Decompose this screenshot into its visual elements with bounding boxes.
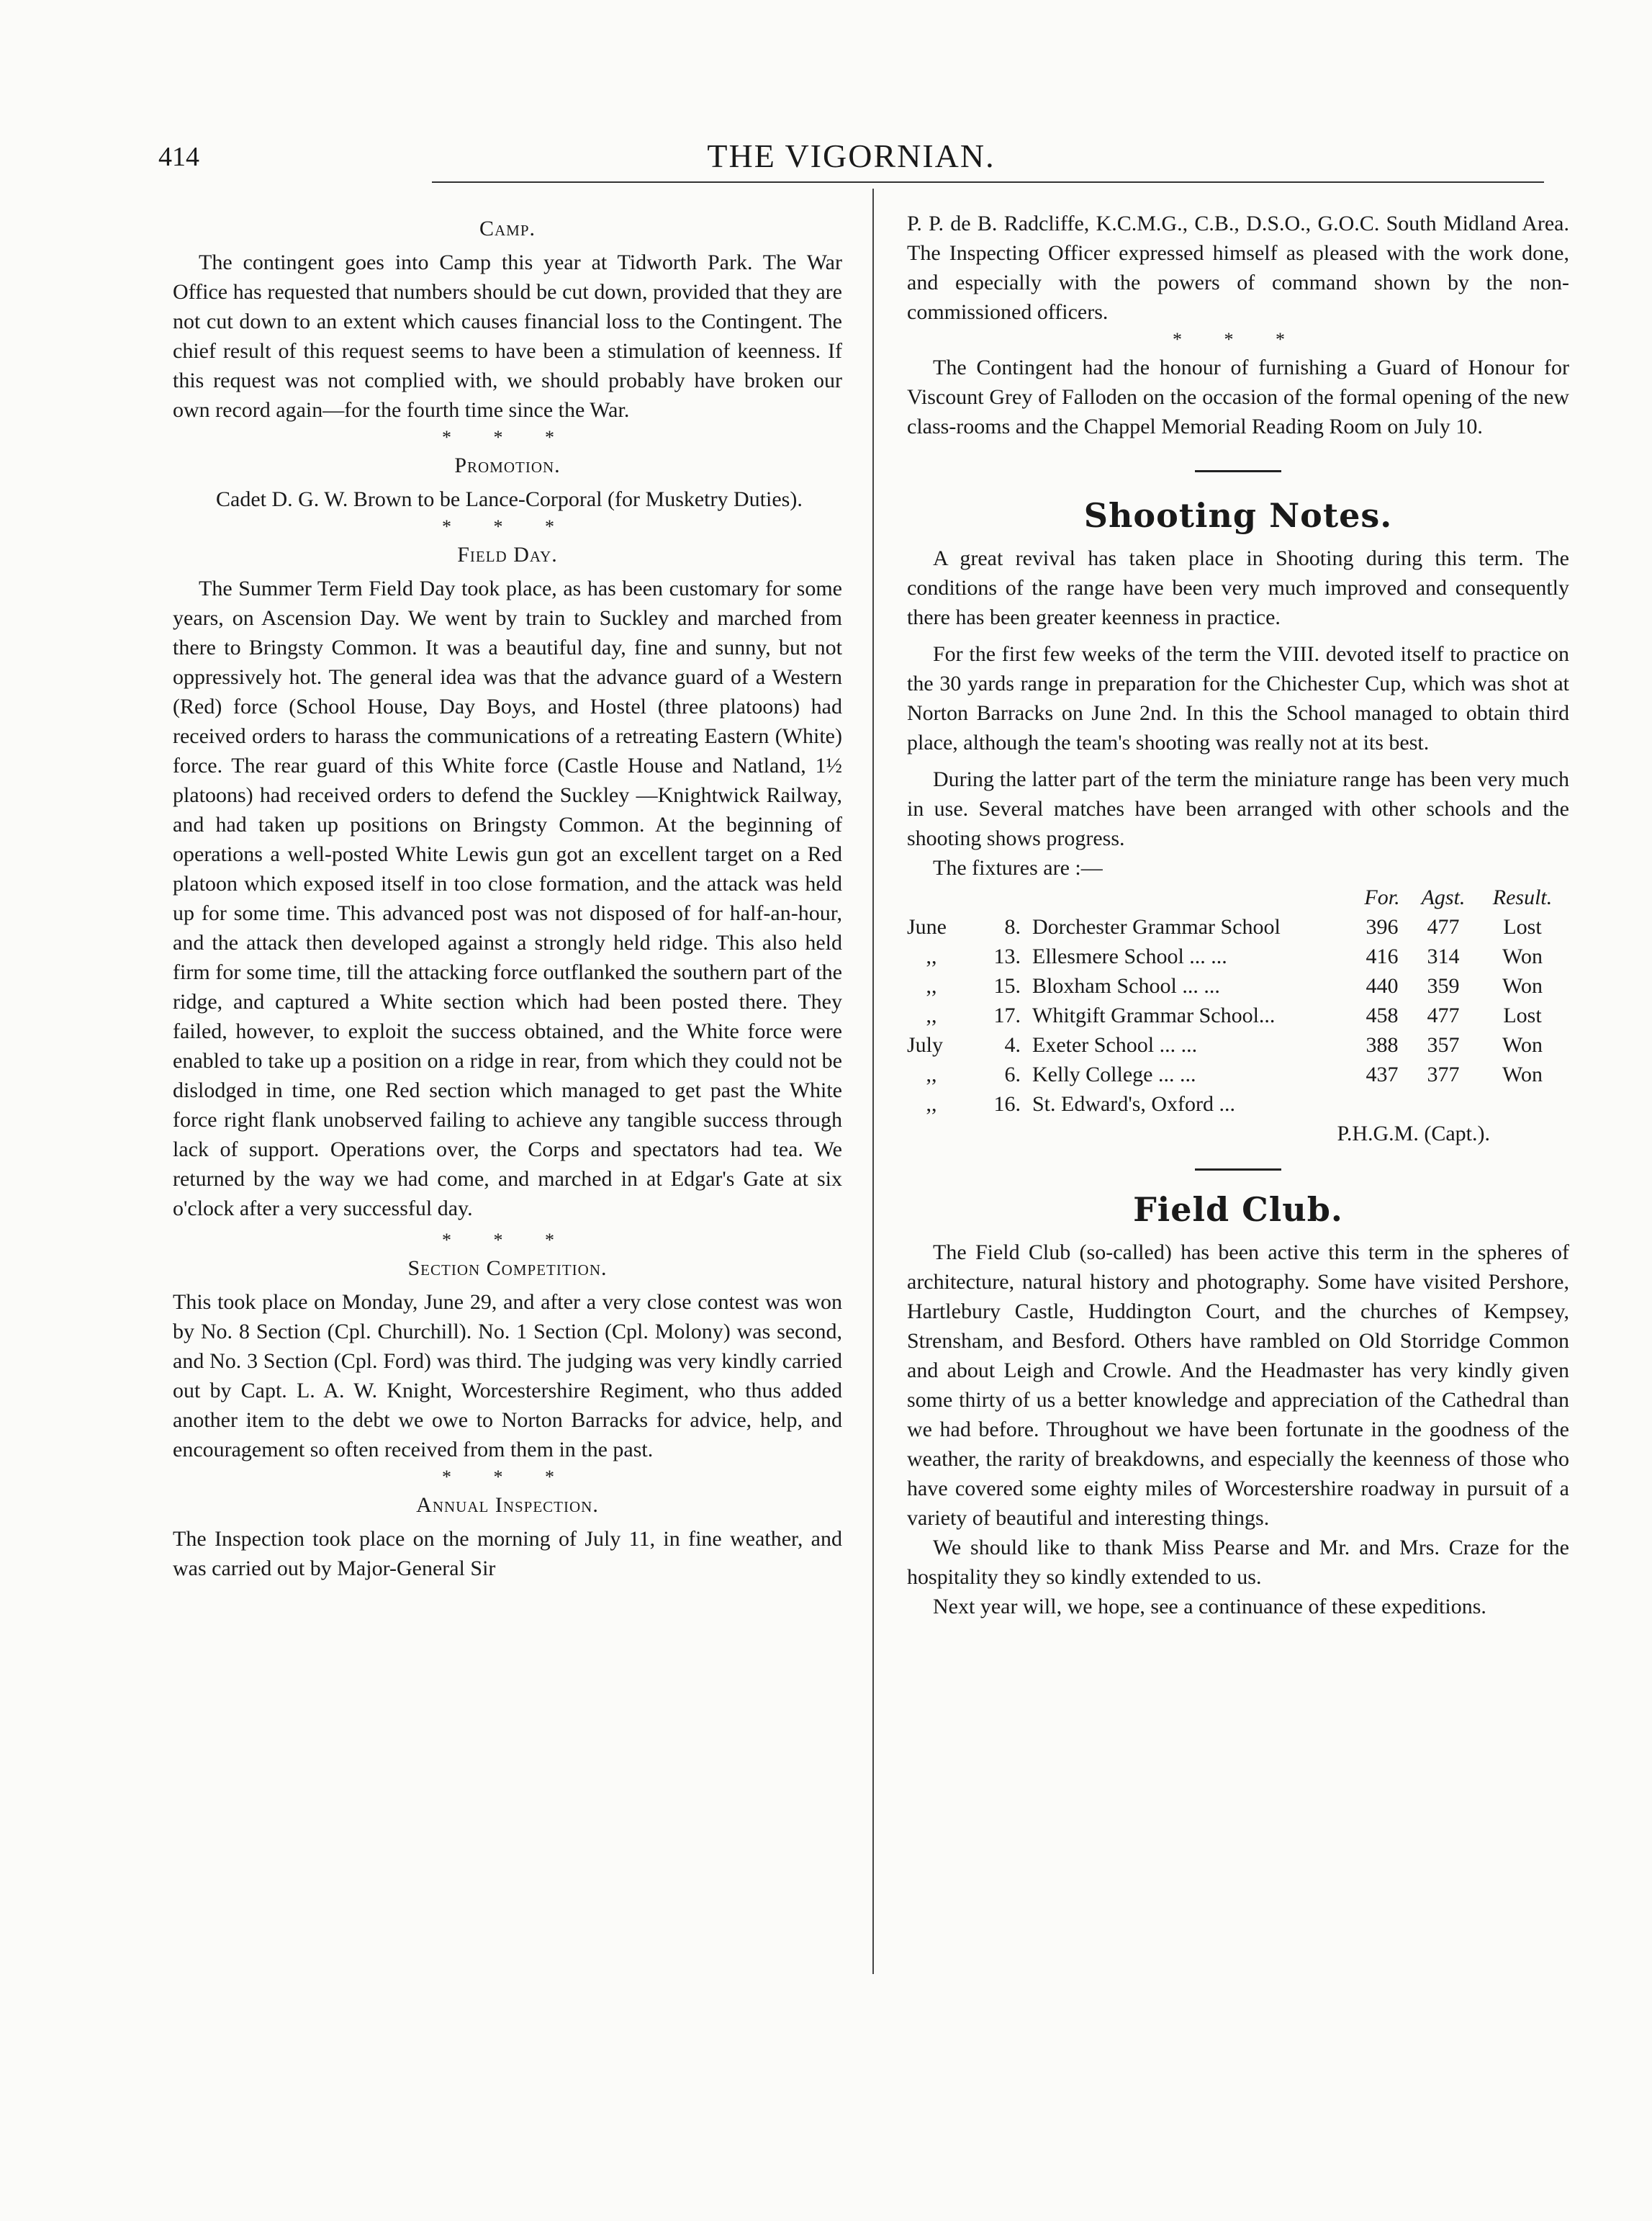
fixture-agst: 477 [1427,1004,1460,1027]
fixture-day: 17. [993,1004,1021,1027]
table-row [907,1060,1569,1089]
fixture-opponent: Whitgift Grammar School... [1032,1004,1276,1027]
article-rule [1195,470,1281,472]
fixture-agst: 357 [1427,1033,1460,1057]
fixture-month: ,, [926,1004,937,1027]
fixture-day: 16. [993,1092,1021,1116]
fixture-opponent: Dorchester Grammar School [1032,915,1281,939]
fixture-opponent: Bloxham School ... ... [1032,974,1220,998]
fixture-agst: 477 [1427,915,1460,939]
fixture-opponent: Exeter School ... ... [1032,1033,1198,1057]
fixture-month: ,, [926,974,937,998]
fixture-month: July [907,1033,944,1057]
left-column [173,212,842,1583]
table-row [907,1089,1569,1119]
fixture-day: 6. [1004,1063,1021,1086]
field-day-text: The Summer Term Field Day took place, as has been customary for some years, on Ascension Day. We went by train to Suckley and marched from there to Bringsty Common. It was a beautiful day, fine and sunny, but not oppressively hot. The general idea was that the advance guard of a Western (Red) force (School House, Day Boys, and Hostel (three platoons) had received orders to harass the communications of a retreating Eastern (White) force. The rear guard of this White force (Castle House and Natland, 1½ platoons) had received orders to defend the Suckley —Knightwick Railway, and had taken up positions on Bringsty Common. At the beginning of operations a well-posted White Lewis gun got an excellent target on a Red platoon which exposed itself in too close formation, and the attack was held up for some time. This advanced post was not disposed of for half-an-hour, and the attack then developed against a strongly held ridge. This also held firm for some time, till the attacking force outflanked the southern part of the ridge, and captured a White section which had been posted there. They failed, however, to exploit the success obtained, and the White force were enabled to take up a position on a ridge in rear, from which they could not be dislodged in time, one Red section which managed to get past the White force right flank unobserved failing to achieve any tangible success through lack of support. Operations over, the Corps and spectators had tea. We returned by the way we had come, and marched in at Edgar's Gate at six o'clock after a very successful day. [173,577,842,1220]
section-competition-heading: Section Competition. [407,1256,608,1280]
shooting-paragraph: During the latter part of the term the miniature range has been very much in use. Several matches have been arranged with other schools and the shooting shows progress. [907,767,1569,850]
fixture-agst: 377 [1427,1063,1460,1086]
fixture-for: 396 [1366,915,1399,939]
section-separator: * * * [442,1467,573,1487]
fixture-month: June [907,915,947,939]
fixture-result: Lost [1503,915,1542,939]
shooting-paragraph: A great revival has taken place in Shooting during this term. The conditions of the range have been very much improved and consequently there has been greater keenness in practice. [907,546,1569,629]
promotion-text: Cadet D. G. W. Brown to be Lance-Corporal (for Musketry Duties). [216,487,803,511]
shooting-notes-heading: Shooting Notes. [1083,496,1393,535]
section-separator: * * * [442,516,573,537]
table-row [907,912,1569,942]
fixture-opponent: Kelly College ... ... [1032,1063,1196,1086]
fixture-for: 437 [1366,1063,1399,1086]
page-number: 414 [158,142,199,172]
fixture-for [1353,1089,1411,1119]
promotion-heading: Promotion. [454,454,561,477]
field-club-heading: Field Club. [1133,1190,1343,1229]
field-club-paragraph: The Field Club (so-called) has been active this term in the spheres of architecture, natural history and photography. Some have visited Pershore, Hartlebury Castle, Huddington Court, and the churches of Kempsey, Strensham, and Besford. Others have rambled on Old Storridge Common and about Leigh and Crowle. And the Headmaster has very kindly given some thirty of us a better knowledge and appreciation of the Cathedral than we had before. Throughout we have been fortunate in the goodness of the weather, the rarity of breakdowns, and especially the keenness of those who have covered some eighty miles of Worcestershire roadway in pursuit of a variety of beautiful and interesting things. [907,1240,1569,1530]
fixture-result: Lost [1503,1004,1542,1027]
fixture-result: Won [1502,945,1543,968]
fixture-day: 13. [993,945,1021,968]
fixture-agst: 359 [1427,974,1460,998]
column-divider [872,189,874,1974]
section-competition-text: This took place on Monday, June 29, and after a very close contest was won by No. 8 Section (Cpl. Churchill). No. 1 Section (Cpl. Molony) was second, and No. 3 Section (Cpl. Ford) was third. The judging was very kindly carried out by Capt. L. A. W. Knight, Worcestershire Regiment, who thus added another item to the debt we owe to Norton Barracks for advice, help, and encouragement so often received from them in the past. [173,1290,842,1461]
col-for: For. [1364,886,1400,909]
page-header [158,138,1544,184]
field-club-paragraph: We should like to thank Miss Pearse and Mr. and Mrs. Craze for the hospitality they so kindly extended to us. [907,1536,1569,1589]
camp-heading: Camp. [479,217,536,240]
section-separator: * * * [1173,329,1304,350]
fixtures-header-row [907,883,1569,912]
table-row [907,971,1569,1001]
running-title: THE VIGORNIAN. [707,138,996,174]
section-separator: * * * [442,1230,573,1251]
fixtures-table [907,883,1569,1119]
inspection-text: The Inspection took place on the morning of July 11, in fine weather, and was carried out by Major-General Sir [173,1527,842,1580]
inspection-continued: P. P. de B. Radcliffe, K.C.M.G., C.B., D.S.O., G.O.C. South Midland Area. The Inspecting Officer expressed himself as pleased with the work done, and especially with the powers of command shown by the non-commissioned officers. [907,212,1569,324]
fixture-day: 15. [993,974,1021,998]
fixture-result: Won [1502,1063,1543,1086]
fixture-result: Won [1502,1033,1543,1057]
fixtures-intro: The fixtures are :— [933,856,1103,880]
fixture-opponent: St. Edward's, Oxford ... [1032,1092,1236,1116]
fixture-month: ,, [926,1063,937,1086]
col-agst: Agst. [1421,886,1466,909]
shooting-signature: P.H.G.M. (Capt.). [1337,1122,1490,1145]
fixture-for: 440 [1366,974,1399,998]
guard-of-honour-text: The Contingent had the honour of furnishing a Guard of Honour for Viscount Grey of Falloden on the occasion of the formal opening of the new class-rooms and the Chappel Memorial Reading Room on July 10. [907,356,1569,438]
fixture-opponent: Ellesmere School ... ... [1032,945,1227,968]
fixture-for: 388 [1366,1033,1399,1057]
fixture-result: Won [1502,974,1543,998]
table-row [907,942,1569,971]
header-rule [432,181,1544,183]
inspection-heading: Annual Inspection. [416,1493,599,1517]
fixture-result [1476,1089,1569,1119]
fixture-agst: 314 [1427,945,1460,968]
fixture-agst [1411,1089,1476,1119]
fixture-day: 4. [1004,1033,1021,1057]
fixture-day: 8. [1004,915,1021,939]
right-column [907,209,1569,1621]
shooting-paragraph: For the first few weeks of the term the VIII. devoted itself to practice on the 30 yards range in preparation for the Chichester Cup, which was shot at Norton Barracks on June 2nd. In this the School managed to obtain third place, although the team's shooting was really not at its best. [907,642,1569,754]
fixture-for: 458 [1366,1004,1399,1027]
fixture-month: ,, [926,1092,937,1116]
section-separator: * * * [442,427,573,448]
field-club-paragraph: Next year will, we hope, see a continuance of these expeditions. [933,1595,1486,1618]
fixture-for: 416 [1366,945,1399,968]
table-row [907,1001,1569,1030]
col-result: Result. [1492,886,1553,909]
fixture-month: ,, [926,945,937,968]
camp-text: The contingent goes into Camp this year at Tidworth Park. The War Office has requested that numbers should be cut down, provided that they are not cut down to an extent which causes financial loss to the Contingent. The chief result of this request seems to have been a stimulation of keenness. If this request was not complied with, we should probably have broken our own record again—for the fourth time since the War. [173,251,842,422]
table-row [907,1030,1569,1060]
article-rule [1195,1168,1281,1171]
field-day-heading: Field Day. [457,543,558,567]
